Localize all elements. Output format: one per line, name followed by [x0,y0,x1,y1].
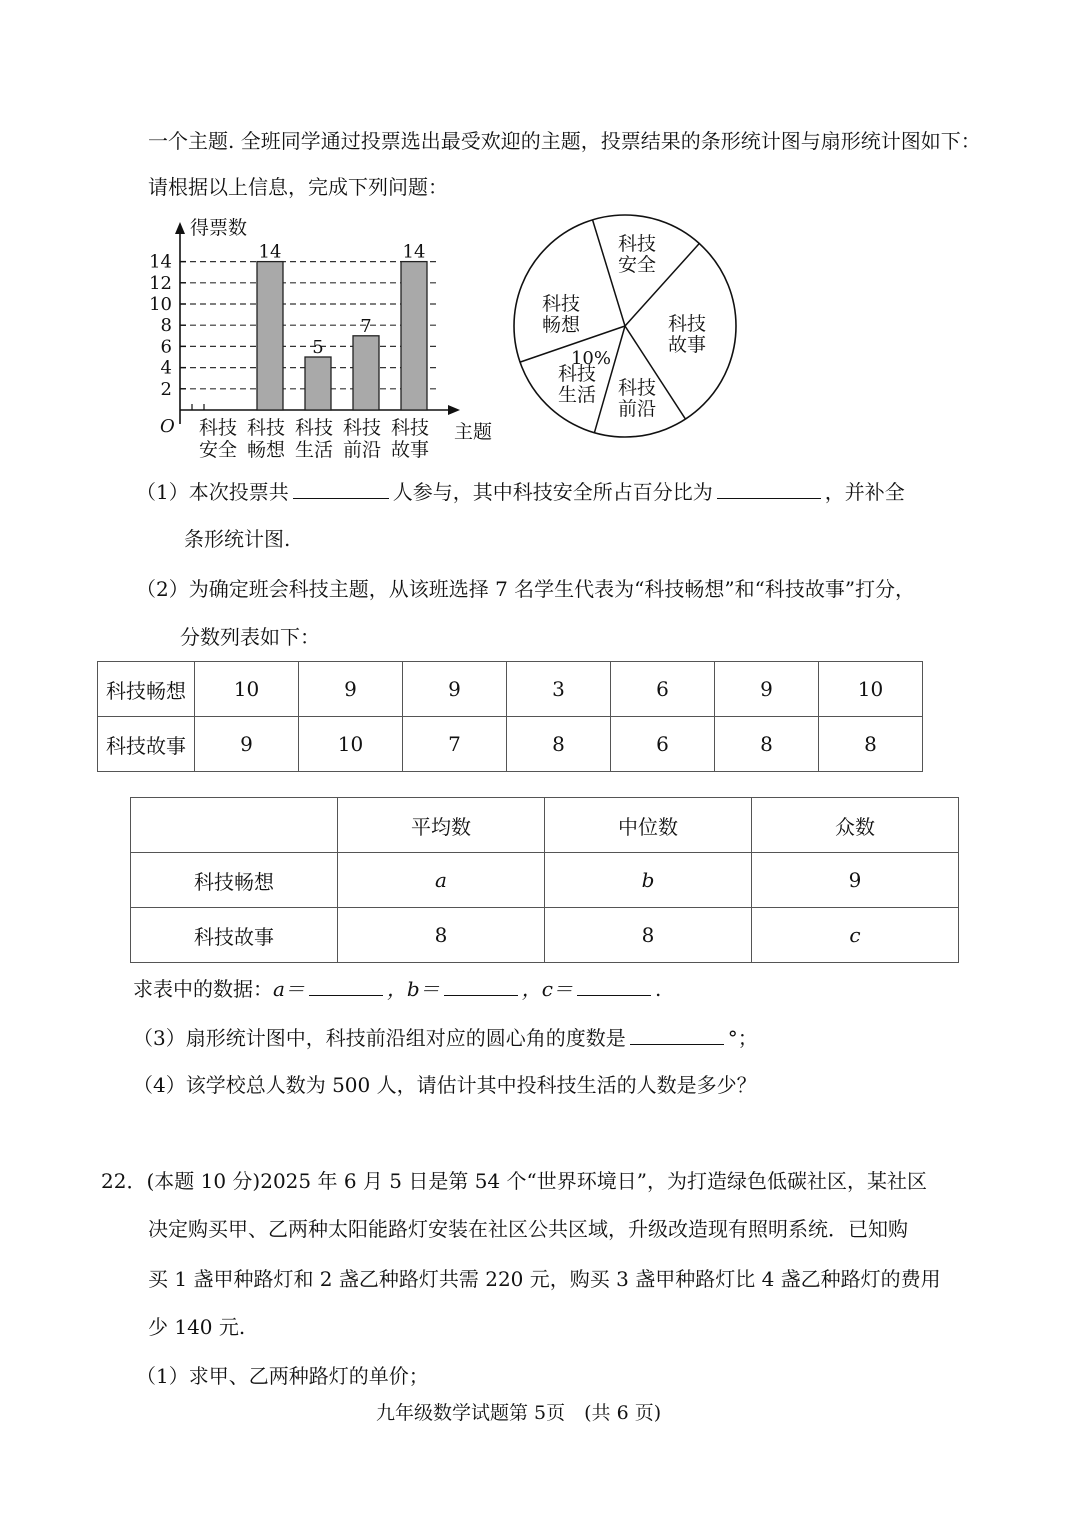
score-cell: 10 [819,662,923,717]
question-3 [133,1022,758,1053]
y-axis-arrow [175,222,185,234]
slice-label: 生活 [557,384,597,406]
q2-ask-c: ，c＝ [521,977,573,1001]
category-label: 科技 [246,417,286,439]
slice-label: 科技 [617,233,657,255]
answer-blank-percent[interactable] [717,476,821,499]
q3-suffix: °； [727,1026,758,1050]
stats-table [130,797,959,963]
q2-ask-b: ，b＝ [386,977,440,1001]
scores-row-name: 科技畅想 [98,662,195,717]
stats-header-mode: 众数 [752,798,959,853]
score-cell: 3 [507,662,611,717]
q2-line-1: （2）为确定班会科技主题，从该班选择 7 名学生代表为“科技畅想”和“科技故事”打分， [136,577,916,601]
slice-label: 故事 [667,334,707,356]
slice-label: 畅想 [541,314,581,336]
q3-text: （3）扇形统计图中，科技前沿组对应的圆心角的度数是 [133,1026,626,1050]
p22-line-3: 买 1 盏甲种路灯和 2 盏乙种路灯共需 220 元，购买 3 盏甲种路灯比 4 盏乙种路灯的费用 [148,1267,941,1291]
scores-row-name: 科技故事 [98,717,195,772]
stats-row-name: 科技畅想 [131,853,338,908]
stats-cell-median: 8 [545,908,752,963]
stats-cell-mode: c [752,908,959,963]
stats-header-empty [131,798,338,853]
bar [257,262,283,410]
slice-label: 科技 [541,293,581,315]
table-row [98,662,923,717]
score-cell: 8 [819,717,923,772]
table-row [98,717,923,772]
y-tick-label: 2 [160,378,172,400]
category-label: 前沿 [342,439,382,461]
score-cell: 9 [195,717,299,772]
y-tick-label: 8 [160,315,172,337]
bar-value-label: 14 [402,241,426,263]
pie-chart [505,210,745,450]
stats-header-median: 中位数 [545,798,752,853]
page-footer: 九年级数学试题第 5页 (共 6 页) [376,1402,662,1424]
stats-row-name: 科技故事 [131,908,338,963]
table-row [131,853,959,908]
q1-prefix: （1）本次投票共 [136,480,289,504]
slice-label: 科技 [617,377,657,399]
p22-line-2: 决定购买甲、乙两种太阳能路灯安装在社区公共区域，升级改造现有照明系统．已知购 [148,1217,908,1241]
scores-table [97,661,923,772]
q1-mid: 人参与，其中科技安全所占百分比为 [392,480,713,504]
bar-value-label: 14 [258,241,282,263]
score-cell: 6 [611,717,715,772]
category-label: 安全 [198,439,238,461]
y-tick-label: 4 [160,357,172,379]
table-row [131,798,959,853]
score-cell: 6 [611,662,715,717]
slice-label: 安全 [617,254,657,276]
bar [401,262,427,410]
y-tick-label: 10 [149,294,172,315]
stats-cell-mode: 9 [752,853,959,908]
y-tick-label: 14 [149,251,172,273]
q2-ask-a: a＝ [273,977,305,1001]
score-cell: 9 [299,662,403,717]
answer-blank-a[interactable] [309,973,383,996]
answer-blank-total[interactable] [293,476,389,499]
bar-value-label: 7 [360,315,372,337]
category-label: 故事 [390,439,430,461]
answer-blank-angle[interactable] [630,1022,724,1045]
answer-blank-b[interactable] [444,973,518,996]
bar-chart [148,212,493,467]
y-tick-label: 6 [160,336,172,358]
p22-line-4: 少 140 元. [148,1315,246,1339]
p22-question-1: （1）求甲、乙两种路灯的单价； [136,1364,429,1388]
category-label: 生活 [294,439,334,461]
category-label: 科技 [198,417,238,439]
category-label: 科技 [294,417,334,439]
table-row [131,908,959,963]
x-axis-arrow [448,405,460,415]
score-cell: 8 [507,717,611,772]
score-cell: 10 [195,662,299,717]
y-tick-label: 12 [149,272,172,294]
category-label: 科技 [342,417,382,439]
origin-label: O [160,416,175,437]
score-cell: 7 [403,717,507,772]
answer-blank-c[interactable] [577,973,651,996]
slice-percent-label: 10% [570,348,612,369]
stats-cell-mean: a [338,853,545,908]
category-label: 科技 [390,417,430,439]
y-axis-label: 得票数 [190,217,248,239]
score-cell: 9 [403,662,507,717]
p22-line-1: 22．(本题 10 分)2025 年 6 月 5 日是第 54 个“世界环境日”，为打造绿色低碳社区，某社区 [101,1169,927,1193]
score-cell: 8 [715,717,819,772]
bar [305,357,331,410]
q2-ask [133,973,661,1004]
slice-label: 前沿 [617,398,657,420]
slice-label: 科技 [557,363,597,385]
bar-value-label: 5 [312,337,324,358]
score-cell: 10 [299,717,403,772]
slice-label: 科技 [667,313,707,335]
question-4: （4）该学校总人数为 500 人，请估计其中投科技生活的人数是多少？ [133,1073,757,1097]
score-cell: 9 [715,662,819,717]
x-axis-label: 主题 [454,421,493,443]
stats-header-mean: 平均数 [338,798,545,853]
intro-line-1: 一个主题. 全班同学通过投票选出最受欢迎的主题，投票结果的条形统计图与扇形统计图如下： [148,129,981,153]
category-label: 畅想 [246,439,286,461]
bar [353,336,379,410]
q2-ask-prefix: 求表中的数据： [133,977,273,1001]
stats-cell-mean: 8 [338,908,545,963]
q1-line-2: 条形统计图. [184,527,291,551]
question-1 [136,476,905,507]
q2-ask-end: . [654,977,662,1001]
q1-suffix: ，并补全 [824,480,905,504]
stats-cell-median: b [545,853,752,908]
intro-line-2: 请根据以上信息，完成下列问题： [148,175,448,199]
q2-line-2: 分数列表如下： [180,625,320,649]
